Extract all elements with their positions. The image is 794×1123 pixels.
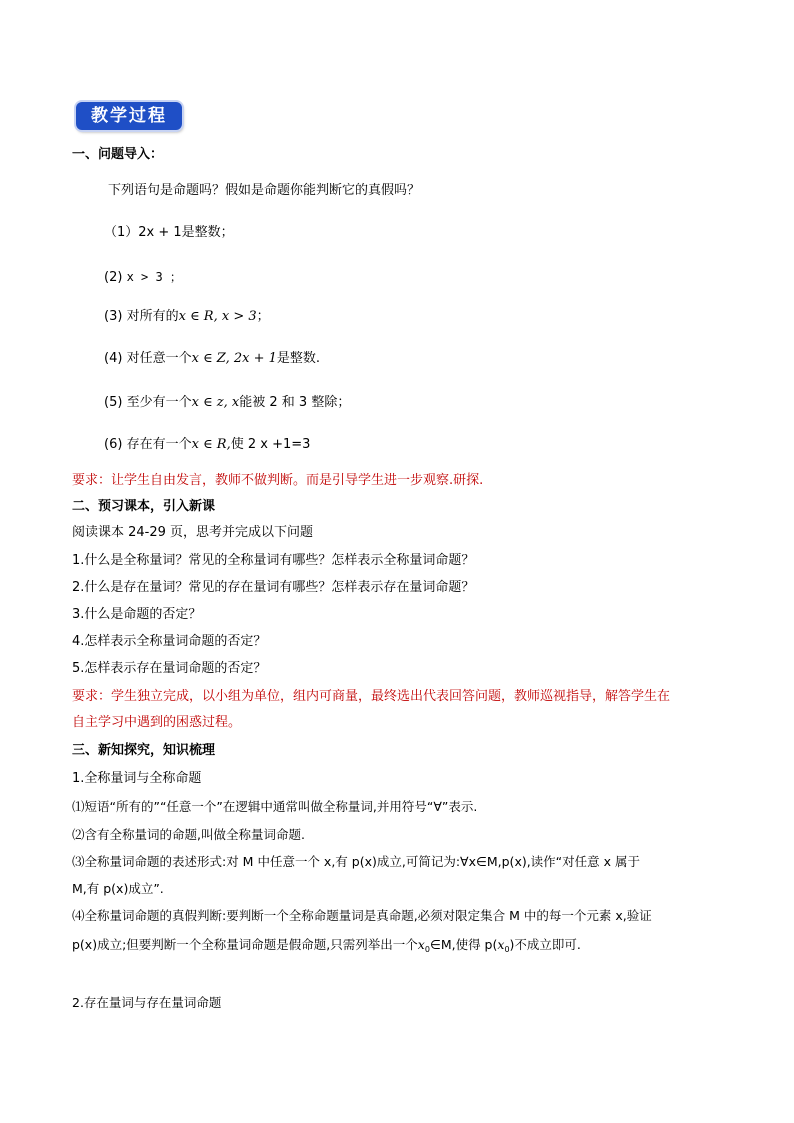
item-3-math: x ∈ R, x > 3 <box>178 309 257 324</box>
item-6-post: 使 2 x +1=3 <box>230 437 311 452</box>
item-1 <box>104 224 234 242</box>
item-3 <box>104 308 270 326</box>
item-4-math: x ∈ Z, 2x + 1 <box>191 351 277 366</box>
item-5-post: 能被 2 和 3 整除； <box>239 395 351 410</box>
item-1-text: 2x + 1是整数； <box>138 225 234 240</box>
item-3-post: ； <box>256 309 270 324</box>
section-badge: 教学过程 <box>76 102 182 130</box>
item-6-pre: 存在有一个 <box>126 437 192 452</box>
section1-requirement: 要求：让学生自由发言，教师不做判断。而是引导学生进一步观察.研探. <box>72 473 484 488</box>
item-5-pre: 至少有一个 <box>126 395 192 410</box>
item-1-label: （1） <box>104 225 139 240</box>
section3-sub1: 1.全称量词与全称命题 <box>72 771 202 786</box>
item-2-label: (2) <box>104 270 123 285</box>
question-1: 1.什么是全称量词？常见的全称量词有哪些？怎样表示全称量词命题？ <box>72 553 475 568</box>
p4-x0-sub: 0 <box>424 945 430 954</box>
section2-title: 二、预习课本，引入新课 <box>72 499 216 514</box>
section3-p3-line2: M,有 p(x)成立”. <box>72 881 164 896</box>
section3-p4-line1: ⑷全称量词命题的真假判断:要判断一个全称命题量词是真命题,必须对限定集合 M 中的每一个元素 x,验证 <box>72 908 652 923</box>
p4-line2-a: p(x)成立;但要判断一个全称量词命题是假命题,只需列举出一个 <box>72 937 418 952</box>
question-5: 5.怎样表示存在量词命题的否定？ <box>72 661 267 676</box>
section3-p4-line2 <box>72 936 581 959</box>
item-2-text: x > 3 ； <box>126 270 182 284</box>
item-4-pre: 对任意一个 <box>126 351 192 366</box>
section3-p1: ⑴短语“所有的”“任意一个”在逻辑中通常叫做全称量词,并用符号“∀”表示. <box>72 799 478 814</box>
item-3-label: (3) <box>104 309 123 324</box>
item-6 <box>104 436 310 454</box>
item-4-label: (4) <box>104 351 123 366</box>
section3-p3-line1: ⑶全称量词命题的表述形式:对 M 中任意一个 x,有 p(x)成立,可简记为:∀x∈M,p(x),读作“对任意 x 属于 <box>72 854 641 869</box>
item-5-label: (5) <box>104 395 123 410</box>
question-4: 4.怎样表示全称量词命题的否定？ <box>72 634 267 649</box>
item-4-post: 是整数. <box>276 351 321 366</box>
item-6-math: x ∈ R, <box>191 437 231 452</box>
item-2 <box>104 268 182 287</box>
section2-intro: 阅读课本 24-29 页，思考并完成以下问题 <box>72 525 314 540</box>
section3-p2: ⑵含有全称量词的命题,叫做全称量词命题. <box>72 827 305 842</box>
section2-requirement-line1: 要求：学生独立完成，以小组为单位，组内可商量，最终选出代表回答问题，教师巡视指导，解答学生在 <box>72 689 671 704</box>
item-3-pre: 对所有的 <box>126 309 179 324</box>
p4-x0-var: x <box>417 937 425 952</box>
section3-title: 三、新知探究，知识梳理 <box>72 743 216 758</box>
item-4 <box>104 350 320 368</box>
p4-line2-b: ∈M,使得 p( <box>429 937 498 952</box>
section2-requirement-line2: 自主学习中遇到的困惑过程。 <box>72 715 242 730</box>
item-5-math: x ∈ z, x <box>191 395 240 410</box>
section1-prompt: 下列语句是命题吗？假如是命题你能判断它的真假吗？ <box>108 183 421 198</box>
p4-x0-var-2: x <box>497 937 505 952</box>
item-6-label: (6) <box>104 437 123 452</box>
section3-sub2: 2.存在量词与存在量词命题 <box>72 995 222 1010</box>
question-3: 3.什么是命题的否定？ <box>72 607 202 622</box>
section1-title: 一、问题导入： <box>72 147 164 162</box>
question-2: 2.什么是存在量词？常见的存在量词有哪些？怎样表示存在量词命题？ <box>72 580 475 595</box>
p4-x0-sub-2: 0 <box>504 945 510 954</box>
p4-line2-c: )不成立即可. <box>509 937 581 952</box>
item-5 <box>104 394 350 412</box>
